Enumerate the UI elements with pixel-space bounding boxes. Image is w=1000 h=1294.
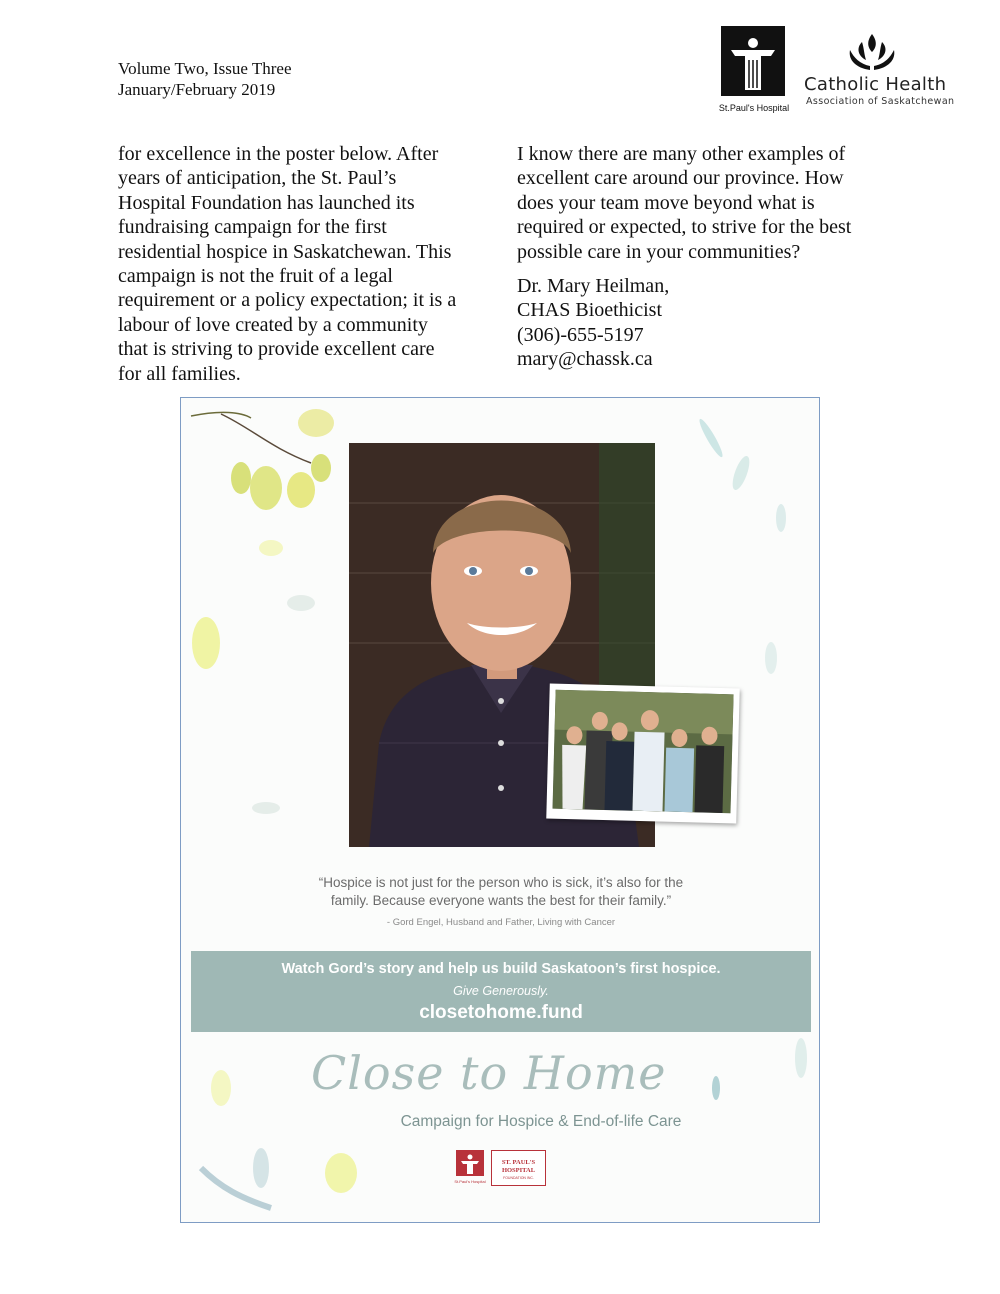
signature-name: Dr. Mary Heilman,: [517, 275, 670, 298]
chas-logo: [800, 30, 955, 110]
text-line: for excellence in the poster below. After: [118, 143, 439, 165]
hospice-poster: [180, 397, 820, 1223]
quote-line: “Hospice is not just for the person who is sick, it’s also for the: [318, 875, 684, 890]
banner-tagline: Give Generously.: [453, 984, 549, 998]
banner-url: closetohome.fund: [419, 1002, 583, 1023]
issue-info: [118, 58, 292, 100]
chas-subtitle: Association of Saskatchewan: [806, 96, 955, 107]
foundation-mini-logo: [491, 1150, 546, 1186]
text-line: requirement or a policy expectation; it is a: [118, 289, 457, 312]
chas-name: Catholic Health: [804, 74, 947, 95]
st-pauls-hospital-logo: [718, 26, 790, 118]
campaign-script-title: Close to Home: [311, 1046, 667, 1100]
paragraph-gap: [517, 264, 897, 274]
signature-phone: (306)-655-5197: [517, 323, 644, 346]
volume-line: Volume Two, Issue Three: [118, 59, 292, 78]
family-photo: [546, 684, 739, 824]
text-line: residential hospice in Saskatchewan. This: [118, 240, 452, 263]
foundation-inc: FOUNDATION INC.: [503, 1176, 534, 1180]
quote-text: [241, 874, 761, 910]
left-column: [118, 142, 488, 386]
text-line: campaign is not the fruit of a legal: [118, 265, 393, 288]
foundation-name: [492, 1159, 545, 1175]
foundation-line: ST. PAUL'S: [501, 1159, 536, 1166]
text-line: labour of love created by a community: [118, 313, 428, 336]
signature-title: CHAS Bioethicist: [517, 299, 663, 322]
text-line: does your team move beyond what is: [517, 191, 815, 214]
call-to-action-banner: [191, 951, 811, 1032]
st-pauls-caption: St.Paul's Hospital: [718, 103, 790, 113]
st-pauls-emblem-icon: [721, 26, 785, 96]
date-line: January/February 2019: [118, 80, 276, 99]
text-line: for all families.: [118, 362, 241, 385]
quote-attribution: - Gord Engel, Husband and Father, Living with Cancer: [386, 917, 616, 928]
foundation-line: HOSPITAL: [501, 1167, 536, 1174]
text-line: required or expected, to strive for the best: [517, 216, 852, 239]
quote-line: family. Because everyone wants the best for their family.”: [330, 893, 672, 908]
signature-email: mary@chassk.ca: [517, 348, 653, 371]
st-pauls-mini-caption: St.Paul's Hospital: [454, 1179, 486, 1184]
text-line: that is striving to provide excellent care: [118, 338, 435, 361]
text-line: Hospital Foundation has launched its: [118, 191, 415, 214]
text-line: possible care in your communities?: [517, 240, 801, 263]
flame-hands-icon: [844, 32, 900, 72]
text-line: excellent care around our province. How: [517, 167, 844, 190]
st-pauls-mini-logo: [454, 1150, 486, 1186]
text-line: I know there are many other examples of: [517, 143, 846, 165]
campaign-subtitle: Campaign for Hospice & End-of-life Care: [400, 1113, 682, 1130]
text-line: fundraising campaign for the first: [118, 216, 387, 239]
st-pauls-mini-emblem-icon: [456, 1150, 484, 1176]
banner-headline: Watch Gord’s story and help us build Saskatoon’s first hospice.: [281, 961, 721, 977]
right-column: [517, 142, 897, 372]
text-line: years of anticipation, the St. Paul’s: [118, 167, 397, 190]
